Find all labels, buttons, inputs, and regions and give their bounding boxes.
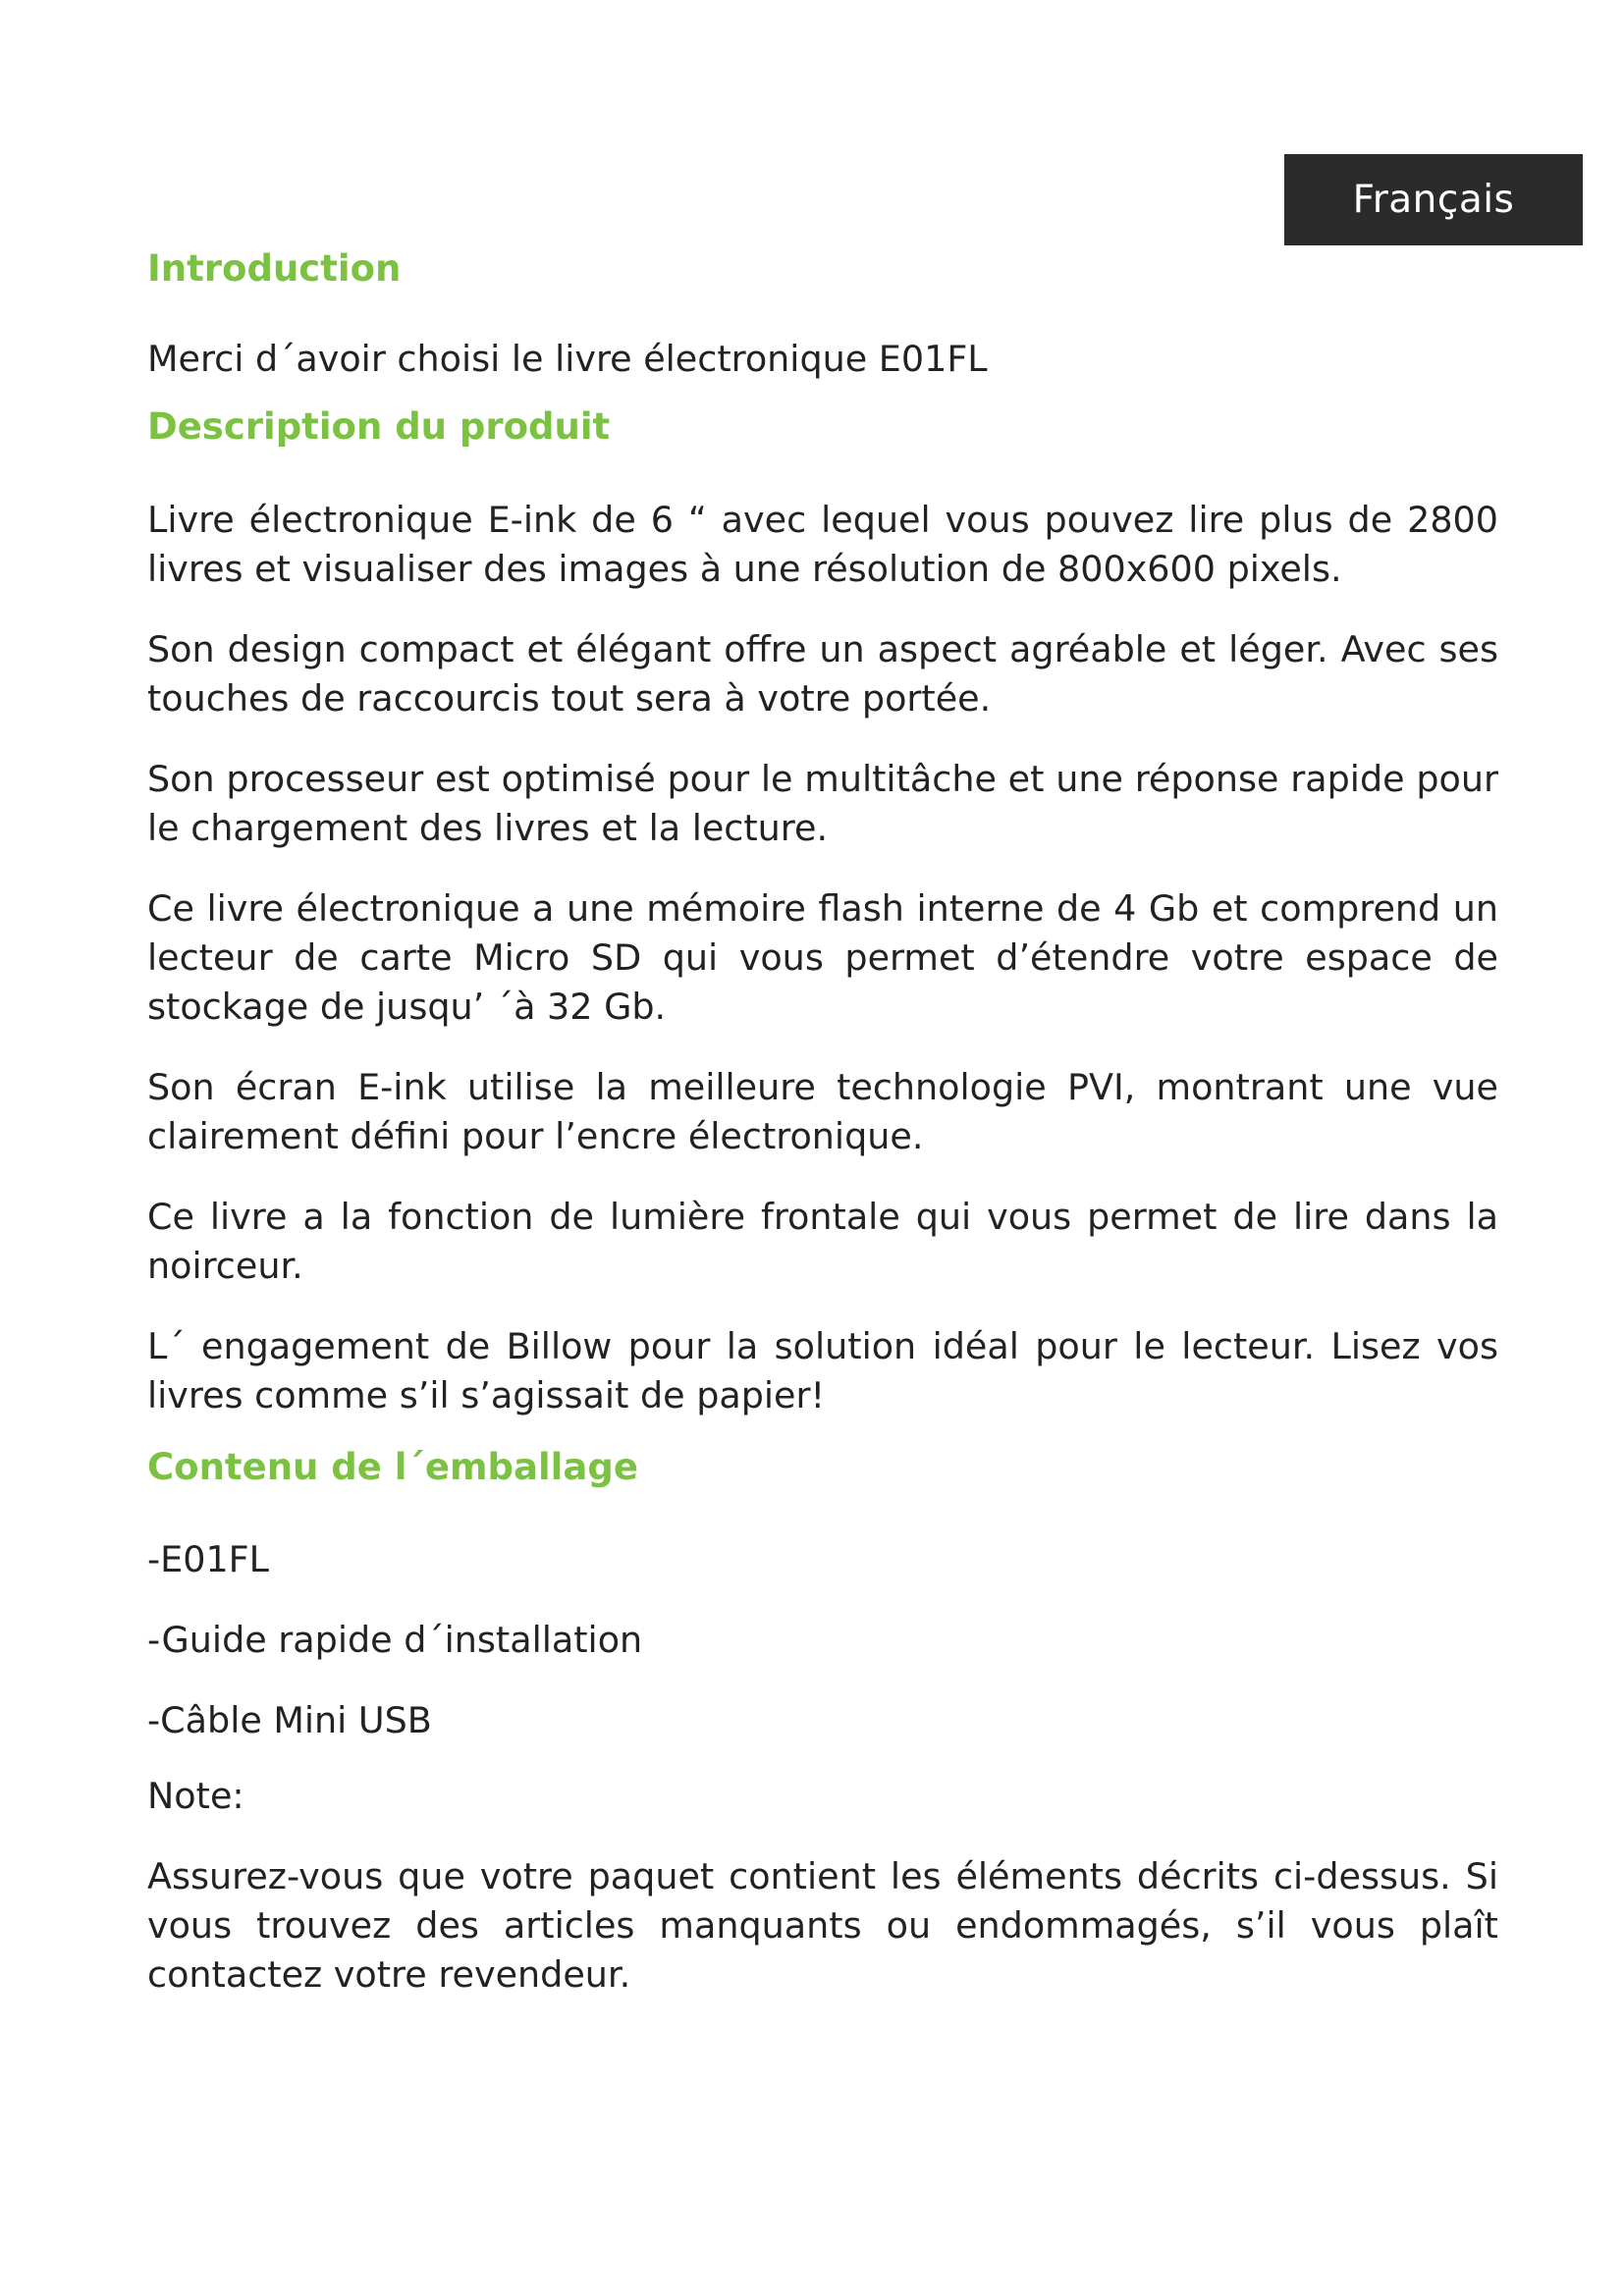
heading-introduction: Introduction — [147, 247, 402, 290]
language-tab: Français — [1284, 154, 1583, 245]
note-label: Note: — [147, 1775, 244, 1817]
note-text: Assurez-vous que votre paquet contient les éléments décrits ci-dessus. Si vous trouvez des articles manquants ou endommagés, s’il vous plaît contactez votre revendeur. — [147, 1855, 1498, 1996]
description-paragraph: Son processeur est optimisé pour le multitâche et une réponse rapide pour le chargement des livres et la lecture. — [147, 758, 1498, 849]
document-body — [147, 245, 1498, 2000]
heading-package-contents: Contenu de l´emballage — [147, 1446, 638, 1488]
package-item: -Câble Mini USB — [147, 1699, 432, 1741]
description-paragraph: Son écran E-ink utilise la meilleure technologie PVI, montrant une vue clairement défini pour l’encre électronique. — [147, 1066, 1498, 1157]
package-item: -Guide rapide d´installation — [147, 1619, 643, 1661]
description-paragraph: Livre électronique E-ink de 6 “ avec lequel vous pouvez lire plus de 2800 livres et visualiser des images à une résolution de 800x600 pixels. — [147, 499, 1498, 590]
heading-description: Description du produit — [147, 405, 611, 448]
package-item: -E01FL — [147, 1538, 270, 1580]
description-paragraph: Ce livre électronique a une mémoire flash interne de 4 Gb et comprend un lecteur de carte Micro SD qui vous permet d’étendre votre espace de stockage de jusqu’ ´à 32 Gb. — [147, 887, 1498, 1028]
description-paragraph: Ce livre a la fonction de lumière frontale qui vous permet de lire dans la noirceur. — [147, 1196, 1498, 1287]
intro-text: Merci d´avoir choisi le livre électronique E01FL — [147, 338, 988, 380]
description-paragraph: Son design compact et élégant offre un aspect agréable et léger. Avec ses touches de raccourcis tout sera à votre portée. — [147, 628, 1498, 720]
description-paragraph: L´ engagement de Billow pour la solution idéal pour le lecteur. Lisez vos livres comme s’il s’agissait de papier! — [147, 1325, 1498, 1416]
